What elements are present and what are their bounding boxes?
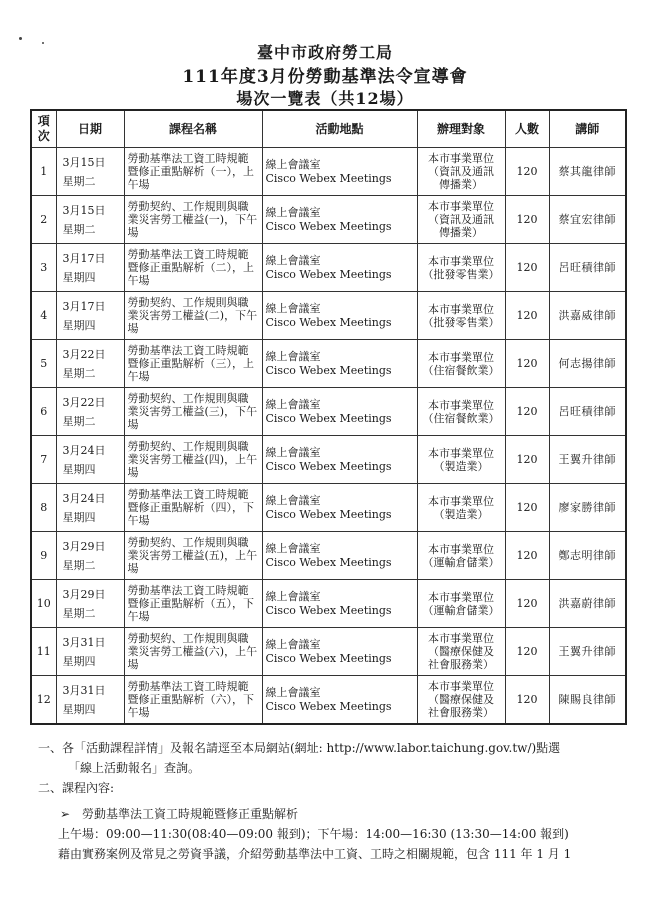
cell-course: 勞動基準法工資工時規範暨修正重點解析（五），下午場 — [124, 580, 262, 628]
audience-line: （資訊及通訊 — [428, 165, 494, 178]
place-room: 線上會議室 — [265, 301, 321, 315]
agency-title: 臺中市政府勞工局 — [256, 43, 393, 62]
arrow-bullet-icon: ➢ — [60, 807, 71, 821]
session-date: 3月31日 — [62, 635, 106, 649]
note-course-content: 二、課程內容: — [38, 781, 115, 795]
session-weekday: 星期二 — [62, 414, 96, 428]
place-platform: Cisco Webex Meetings — [265, 507, 392, 521]
cell-place — [262, 244, 417, 292]
cell-date — [56, 388, 124, 436]
cell-teacher: 何志揚律師 — [549, 340, 626, 388]
cell-no: 9 — [31, 532, 56, 580]
cell-date — [56, 436, 124, 484]
cell-teacher: 鄭志明律師 — [549, 532, 626, 580]
audience-line: 傳播業） — [439, 178, 483, 191]
course-subheading-text: 勞動基準法工資工時規範暨修正重點解析 — [82, 807, 299, 821]
cell-no: 10 — [31, 580, 56, 628]
place-room: 線上會議室 — [265, 349, 321, 363]
place-room: 線上會議室 — [265, 637, 321, 651]
course-schedule: 上午場：09:00—11:30(08:40—09:00 報到)；下午場：14:00—16:30 (13:30—14:00 報到) — [58, 827, 569, 841]
cell-date — [56, 628, 124, 676]
audience-line: （住宿餐飲業） — [422, 411, 500, 425]
cell-teacher: 洪嘉威律師 — [549, 292, 626, 340]
cell-date — [56, 676, 124, 725]
table-row — [31, 676, 626, 725]
cell-audience — [417, 532, 505, 580]
audience-line: 本市事業單位 — [428, 632, 494, 645]
cell-audience — [417, 244, 505, 292]
audience-line: 本市事業單位 — [428, 200, 494, 213]
table-row — [31, 532, 626, 580]
cell-place — [262, 484, 417, 532]
cell-no: 11 — [31, 628, 56, 676]
place-room: 線上會議室 — [265, 589, 321, 603]
cell-course: 勞動基準法工資工時規範暨修正重點解析（二），上午場 — [124, 244, 262, 292]
cell-count: 120 — [505, 436, 549, 484]
cell-no: 4 — [31, 292, 56, 340]
audience-line: （製造業） — [433, 459, 489, 473]
place-platform: Cisco Webex Meetings — [265, 459, 392, 473]
place-room: 線上會議室 — [265, 205, 321, 219]
table-row — [31, 628, 626, 676]
audience-line: 本市事業單位 — [428, 590, 494, 604]
session-weekday: 星期四 — [62, 702, 96, 716]
cell-no: 3 — [31, 244, 56, 292]
table-row — [31, 436, 626, 484]
cell-course: 勞動契約、工作規則與職業災害勞工權益(四)，上午場 — [124, 436, 262, 484]
session-weekday: 星期二 — [62, 366, 96, 380]
table-row — [31, 196, 626, 244]
audience-line: 本市事業單位 — [428, 254, 494, 268]
cell-count: 120 — [505, 148, 549, 196]
cell-count: 120 — [505, 292, 549, 340]
header-place: 活動地點 — [262, 110, 417, 148]
cell-place — [262, 436, 417, 484]
header-teacher: 講師 — [549, 110, 626, 148]
cell-no: 2 — [31, 196, 56, 244]
cell-place — [262, 532, 417, 580]
session-weekday: 星期四 — [62, 318, 96, 332]
cell-audience — [417, 148, 505, 196]
cell-teacher: 洪嘉蔚律師 — [549, 580, 626, 628]
cell-teacher: 蔡其龍律師 — [549, 148, 626, 196]
cell-date — [56, 196, 124, 244]
header-audience: 辦理對象 — [417, 110, 505, 148]
audience-line: 社會服務業） — [428, 658, 494, 671]
audience-line: （批發零售業） — [422, 267, 500, 281]
session-weekday: 星期四 — [62, 270, 96, 284]
session-date: 3月15日 — [62, 155, 106, 169]
audience-line: （住宿餐飲業） — [422, 363, 500, 377]
session-date: 3月29日 — [62, 587, 106, 601]
place-platform: Cisco Webex Meetings — [265, 363, 392, 377]
cell-teacher: 陳賜良律師 — [549, 676, 626, 725]
audience-line: 本市事業單位 — [428, 398, 494, 412]
cell-date — [56, 580, 124, 628]
session-date: 3月31日 — [62, 683, 106, 697]
cell-count: 120 — [505, 196, 549, 244]
audience-line: （醫療保健及 — [428, 645, 494, 658]
cell-course: 勞動契約、工作規則與職業災害勞工權益(五)，上午場 — [124, 532, 262, 580]
table-row — [31, 292, 626, 340]
audience-line: （資訊及通訊 — [428, 213, 494, 226]
cell-audience — [417, 388, 505, 436]
cell-course: 勞動契約、工作規則與職業災害勞工權益(二)，下午場 — [124, 292, 262, 340]
cell-place — [262, 676, 417, 725]
cell-teacher: 蔡宜宏律師 — [549, 196, 626, 244]
cell-place — [262, 196, 417, 244]
audience-line: （醫療保健及 — [428, 693, 494, 706]
place-room: 線上會議室 — [265, 253, 321, 267]
table-row — [31, 580, 626, 628]
cell-no: 6 — [31, 388, 56, 436]
session-weekday: 星期二 — [62, 222, 96, 236]
place-room: 線上會議室 — [265, 445, 321, 459]
session-date: 3月29日 — [62, 539, 106, 553]
cell-teacher: 呂旺積律師 — [549, 388, 626, 436]
cell-date — [56, 292, 124, 340]
cell-audience — [417, 580, 505, 628]
session-weekday: 星期二 — [62, 174, 96, 188]
cell-course: 勞動契約、工作規則與職業災害勞工權益(六)，上午場 — [124, 628, 262, 676]
place-platform: Cisco Webex Meetings — [265, 315, 392, 329]
header-date: 日期 — [56, 110, 124, 148]
audience-line: 本市事業單位 — [428, 542, 494, 556]
table-row — [31, 148, 626, 196]
cell-teacher: 呂旺積律師 — [549, 244, 626, 292]
cell-course: 勞動基準法工資工時規範暨修正重點解析（六），下午場 — [124, 676, 262, 725]
cell-audience — [417, 484, 505, 532]
cell-no: 7 — [31, 436, 56, 484]
audience-line: （批發零售業） — [422, 315, 500, 329]
cell-count: 120 — [505, 244, 549, 292]
place-platform: Cisco Webex Meetings — [265, 171, 392, 185]
session-weekday: 星期四 — [62, 462, 96, 476]
place-platform: Cisco Webex Meetings — [265, 699, 392, 713]
cell-place — [262, 580, 417, 628]
cell-teacher: 王翼升律師 — [549, 628, 626, 676]
cell-no: 8 — [31, 484, 56, 532]
cell-place — [262, 388, 417, 436]
cell-place — [262, 628, 417, 676]
table-header-row — [31, 110, 626, 148]
session-date: 3月17日 — [62, 299, 106, 313]
header-course: 課程名稱 — [124, 110, 262, 148]
session-weekday: 星期四 — [62, 654, 96, 668]
place-room: 線上會議室 — [265, 493, 321, 507]
cell-date — [56, 244, 124, 292]
cell-date — [56, 532, 124, 580]
table-row — [31, 484, 626, 532]
session-date: 3月24日 — [62, 443, 106, 457]
cell-date — [56, 148, 124, 196]
place-platform: Cisco Webex Meetings — [265, 267, 392, 281]
audience-line: 本市事業單位 — [428, 446, 494, 460]
cell-place — [262, 292, 417, 340]
cell-no: 12 — [31, 676, 56, 725]
cell-no: 1 — [31, 148, 56, 196]
cell-date — [56, 340, 124, 388]
audience-line: 本市事業單位 — [428, 152, 494, 165]
session-weekday: 星期二 — [62, 558, 96, 572]
audience-line: 本市事業單位 — [428, 680, 494, 693]
table-row — [31, 244, 626, 292]
cell-course: 勞動契約、工作規則與職業災害勞工權益(一)，下午場 — [124, 196, 262, 244]
table-row — [31, 340, 626, 388]
cell-count: 120 — [505, 580, 549, 628]
note-registration: 一、各「活動課程詳情」及報名請逕至本局網站(網址: http://www.labor.taichung.gov.tw/)點選 — [38, 741, 561, 755]
place-room: 線上會議室 — [265, 685, 321, 699]
cell-audience — [417, 292, 505, 340]
cell-no: 5 — [31, 340, 56, 388]
table-row — [31, 388, 626, 436]
place-room: 線上會議室 — [265, 397, 321, 411]
audience-line: 本市事業單位 — [428, 494, 494, 508]
place-platform: Cisco Webex Meetings — [265, 603, 392, 617]
audience-line: （製造業） — [433, 507, 489, 521]
cell-course: 勞動基準法工資工時規範暨修正重點解析（四），下午場 — [124, 484, 262, 532]
cell-count: 120 — [505, 676, 549, 725]
cell-teacher: 廖家勝律師 — [549, 484, 626, 532]
audience-line: 本市事業單位 — [428, 350, 494, 364]
cell-count: 120 — [505, 628, 549, 676]
audience-line: 傳播業） — [439, 226, 483, 239]
session-date: 3月15日 — [62, 203, 106, 217]
session-date: 3月22日 — [62, 395, 106, 409]
audience-line: （運輸倉儲業） — [422, 603, 500, 617]
place-platform: Cisco Webex Meetings — [265, 651, 392, 665]
notes-section — [38, 738, 628, 864]
cell-audience — [417, 436, 505, 484]
cell-audience — [417, 676, 505, 725]
cell-audience — [417, 196, 505, 244]
session-table — [30, 109, 627, 725]
schedule-title: 場次一覽表（共12場） — [236, 89, 414, 108]
audience-line: 社會服務業） — [428, 706, 494, 719]
note-registration-cont: 「線上活動報名」查詢。 — [68, 761, 201, 775]
cell-date — [56, 484, 124, 532]
cell-place — [262, 340, 417, 388]
header-no: 項 次 — [31, 110, 56, 148]
cell-course: 勞動基準法工資工時規範暨修正重點解析（一），上午場 — [124, 148, 262, 196]
course-description: 藉由實務案例及常見之勞資爭議，介紹勞動基準法中工資、工時之相關規範，包含 111 年 1 月 1 — [58, 847, 572, 861]
session-weekday: 星期四 — [62, 510, 96, 524]
session-date: 3月17日 — [62, 251, 106, 265]
place-room: 線上會議室 — [265, 157, 321, 171]
cell-count: 120 — [505, 340, 549, 388]
place-platform: Cisco Webex Meetings — [265, 555, 392, 569]
course-subheading — [38, 804, 628, 824]
audience-line: （運輸倉儲業） — [422, 555, 500, 569]
cell-course: 勞動基準法工資工時規範暨修正重點解析（三），上午場 — [124, 340, 262, 388]
place-platform: Cisco Webex Meetings — [265, 219, 392, 233]
place-platform: Cisco Webex Meetings — [265, 411, 392, 425]
cell-place — [262, 148, 417, 196]
event-title: 111年度3月份勞動基準法令宣導會 — [182, 67, 468, 87]
audience-line: 本市事業單位 — [428, 302, 494, 316]
cell-teacher: 王翼升律師 — [549, 436, 626, 484]
cell-count: 120 — [505, 388, 549, 436]
session-date: 3月22日 — [62, 347, 106, 361]
session-weekday: 星期二 — [62, 606, 96, 620]
cell-audience — [417, 628, 505, 676]
header-count: 人數 — [505, 110, 549, 148]
cell-audience — [417, 340, 505, 388]
session-date: 3月24日 — [62, 491, 106, 505]
cell-course: 勞動契約、工作規則與職業災害勞工權益(三)，下午場 — [124, 388, 262, 436]
place-room: 線上會議室 — [265, 541, 321, 555]
cell-count: 120 — [505, 532, 549, 580]
cell-count: 120 — [505, 484, 549, 532]
